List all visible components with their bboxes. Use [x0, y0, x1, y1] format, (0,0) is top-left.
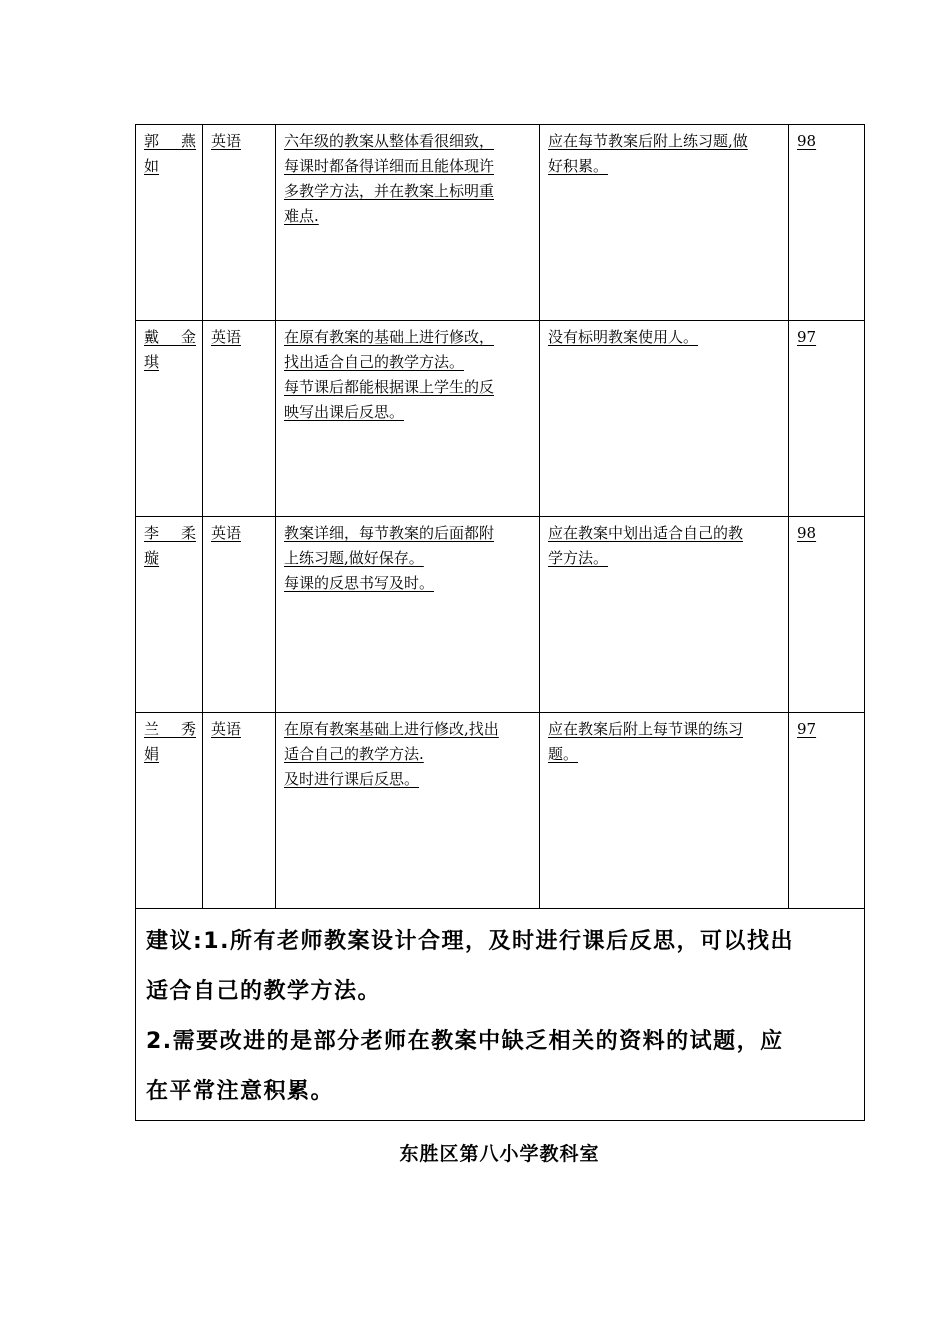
- teacher-name-continued: 璇: [144, 549, 160, 567]
- score: 97: [797, 720, 817, 738]
- score: 97: [797, 328, 817, 346]
- summary-line-3: 2.需要改进的是部分老师在教案中缺乏相关的资料的试题，应: [146, 1029, 784, 1054]
- improvement-line: 题。: [548, 745, 579, 763]
- summary-row: [136, 909, 865, 1121]
- teacher-name: 郭 燕: [144, 132, 196, 150]
- improvements-cell: [540, 321, 789, 517]
- score-cell: [789, 517, 865, 713]
- strengths-cell: [276, 321, 540, 517]
- teacher-name-cell: [136, 125, 203, 321]
- strength-line: 多教学方法，并在教案上标明重: [284, 182, 495, 200]
- score-cell: [789, 713, 865, 909]
- footer-department: 东胜区第八小学教科室: [399, 1143, 600, 1165]
- strength-line: 教案详细，每节教案的后面都附: [284, 524, 495, 542]
- strength-line: 六年级的教案从整体看很细致，: [284, 132, 495, 150]
- teacher-name-cell: [136, 517, 203, 713]
- strengths-cell: [276, 713, 540, 909]
- strength-line: 映写出课后反思。: [284, 403, 405, 421]
- strength-line: 难点.: [284, 207, 319, 225]
- strength-line: 在原有教案的基础上进行修改，: [284, 328, 495, 346]
- improvement-line: 好积累。: [548, 157, 609, 175]
- summary-cell: [136, 909, 865, 1121]
- strength-line: 每课时都备得详细而且能体现许: [284, 157, 495, 175]
- improvement-line: 没有标明教案使用人。: [548, 328, 699, 346]
- table-row: [136, 713, 865, 909]
- strength-line: 上练习题,做好保存。: [284, 549, 424, 567]
- subject-cell: [203, 713, 276, 909]
- improvement-line: 学方法。: [548, 549, 609, 567]
- summary-line-1: 建议:1.所有老师教案设计合理，及时进行课后反思，可以找出: [146, 929, 794, 954]
- score: 98: [797, 132, 817, 150]
- subject: 英语: [211, 132, 242, 150]
- score-cell: [789, 125, 865, 321]
- table-row: [136, 321, 865, 517]
- strength-line: 找出适合自己的教学方法。: [284, 353, 465, 371]
- improvements-cell: [540, 125, 789, 321]
- improvement-line: 应在教案中划出适合自己的教: [548, 524, 744, 542]
- subject-cell: [203, 517, 276, 713]
- subject-cell: [203, 321, 276, 517]
- strength-line: 每节课后都能根据课上学生的反: [284, 378, 495, 396]
- table-row: [136, 125, 865, 321]
- teacher-name: 戴 金: [144, 328, 196, 346]
- teacher-name: 李 柔: [144, 524, 196, 542]
- improvement-line: 应在每节教案后附上练习题,做: [548, 132, 748, 150]
- score-cell: [789, 321, 865, 517]
- improvement-line: 应在教案后附上每节课的练习: [548, 720, 744, 738]
- strengths-cell: [276, 125, 540, 321]
- teacher-name-continued: 如: [144, 157, 160, 175]
- summary-line-2: 适合自己的教学方法。: [146, 979, 382, 1004]
- teacher-name-continued: 娟: [144, 745, 160, 763]
- teacher-name-continued: 琪: [144, 353, 160, 371]
- improvements-cell: [540, 517, 789, 713]
- strength-line: 每课的反思书写及时。: [284, 574, 435, 592]
- strength-line: 适合自己的教学方法.: [284, 745, 424, 763]
- strengths-cell: [276, 517, 540, 713]
- subject: 英语: [211, 720, 242, 738]
- subject: 英语: [211, 524, 242, 542]
- subject: 英语: [211, 328, 242, 346]
- teacher-name-cell: [136, 321, 203, 517]
- evaluation-page: [135, 124, 864, 1121]
- subject-cell: [203, 125, 276, 321]
- score: 98: [797, 524, 817, 542]
- lesson-plan-review-table: [135, 124, 865, 1121]
- strength-line: 及时进行课后反思。: [284, 770, 420, 788]
- strength-line: 在原有教案基础上进行修改,找出: [284, 720, 499, 738]
- table-row: [136, 517, 865, 713]
- summary-line-4: 在平常注意积累。: [146, 1079, 335, 1104]
- teacher-name: 兰 秀: [144, 720, 196, 738]
- improvements-cell: [540, 713, 789, 909]
- teacher-name-cell: [136, 713, 203, 909]
